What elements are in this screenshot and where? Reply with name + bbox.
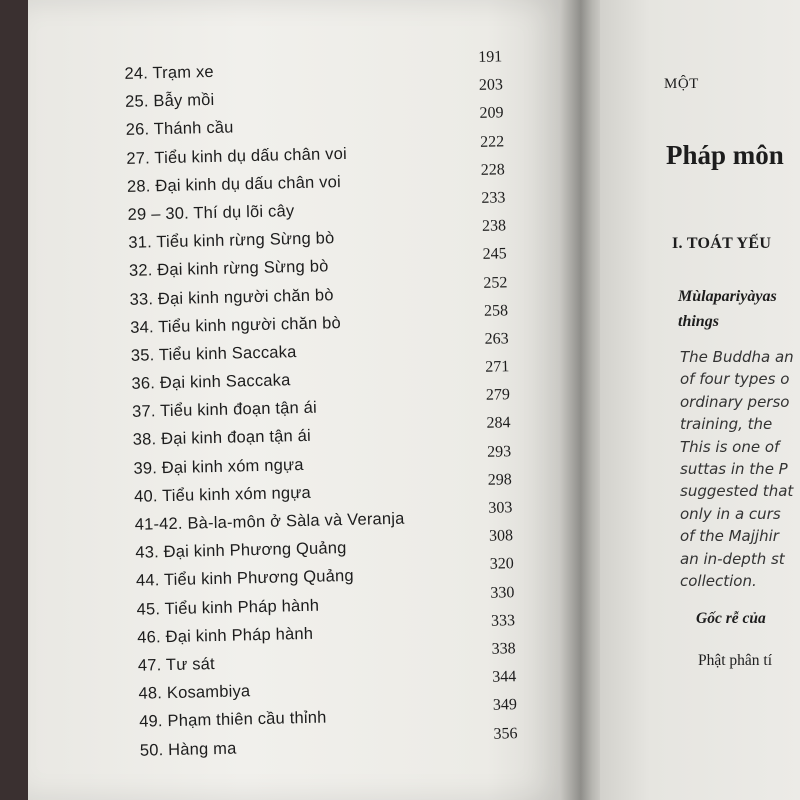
toc-entry-page: 245 — [482, 245, 507, 264]
subsection-heading: Gốc rễ của — [696, 610, 766, 627]
toc-entry-title: 43. Đại kinh Phương Quảng — [135, 539, 347, 562]
toc-entry-page: 238 — [481, 217, 507, 235]
toc-entry-page: 349 — [492, 696, 518, 715]
toc-entry-title: 29 – 30. Thí dụ lõi cây — [127, 202, 295, 224]
toc-entry-page: 303 — [488, 499, 513, 517]
toc-entry-title: 48. Kosambiya — [138, 682, 251, 703]
toc-entry-title: 49. Phạm thiên cầu thỉnh — [139, 708, 327, 732]
toc-entry-title: 24. Trạm xe — [124, 62, 215, 83]
toc-entry-title: 33. Đại kinh người chăn bò — [129, 285, 334, 309]
body-text: Phật phân tí — [698, 652, 773, 669]
summary-line: suttas in the P — [680, 459, 788, 478]
toc-entry-title: 46. Đại kinh Pháp hành — [137, 624, 314, 647]
summary-line: suggested that — [680, 482, 794, 501]
toc-entry-page: 263 — [484, 330, 509, 348]
summary-line: of four types o — [680, 370, 790, 389]
toc-entry-title: 28. Đại kinh dụ dấu chân voi — [126, 172, 342, 196]
toc-entry-page: 293 — [486, 442, 512, 461]
toc-entry-page: 298 — [487, 471, 512, 489]
toc-entry-page: 320 — [489, 555, 514, 574]
toc-entry-page: 330 — [490, 583, 515, 602]
toc-entry-title: 44. Tiểu kinh Phương Quảng — [135, 567, 355, 591]
toc-entry-page: 258 — [483, 301, 509, 320]
sutta-subtitle-line-1: Mùlapariyàyas — [678, 288, 777, 305]
toc-entry-page: 222 — [479, 132, 505, 151]
toc-entry-title: 39. Đại kinh xóm ngựa — [133, 455, 304, 478]
chapter-label: MỘT — [664, 76, 699, 92]
toc-entry-title: 50. Hàng ma — [139, 739, 237, 760]
summary-line: collection. — [680, 571, 757, 590]
toc-entry-title: 25. Bẫy mồi — [124, 91, 215, 112]
summary-line: an in-depth st — [680, 549, 785, 568]
toc-entry-page: 209 — [479, 104, 504, 123]
summary-line: This is one of — [680, 437, 780, 456]
toc-entry-title: 32. Đại kinh rừng Sừng bò — [128, 257, 329, 281]
toc-entry-page: 191 — [478, 48, 503, 66]
toc-entry-title: 26. Thánh cầu — [125, 118, 234, 140]
toc-entry-title: 41-42. Bà-la-môn ở Sàla và Veranja — [134, 509, 405, 534]
toc-entry-page: 203 — [478, 76, 504, 95]
toc-entry-title: 45. Tiểu kinh Pháp hành — [136, 596, 320, 619]
toc-entry-title: 34. Tiểu kinh người chăn bò — [130, 313, 342, 337]
table-of-contents — [120, 43, 546, 760]
toc-entry-title: 47. Tư sát — [137, 654, 216, 675]
toc-entry-page: 284 — [486, 414, 511, 433]
summary-line: training, the — [680, 415, 773, 434]
summary-line: ordinary perso — [680, 392, 790, 411]
toc-entry-page: 252 — [483, 273, 508, 292]
toc-entry-page: 338 — [491, 640, 516, 658]
toc-entry-title: 31. Tiểu kinh rừng Sừng bò — [128, 229, 335, 252]
chapter-title: Pháp môn — [666, 140, 784, 170]
toc-entry-title: 40. Tiểu kinh xóm ngựa — [133, 483, 312, 506]
toc-entry-page: 308 — [488, 527, 514, 545]
toc-entry-title: 38. Đại kinh đoạn tận ái — [132, 427, 312, 450]
toc-entry-title: 35. Tiểu kinh Saccaka — [130, 342, 297, 365]
toc-entry-page: 233 — [481, 189, 506, 207]
summary-line: of the Majjhir — [680, 527, 779, 546]
toc-entry-page: 333 — [490, 611, 516, 630]
summary-paragraph — [680, 346, 800, 592]
summary-line: only in a curs — [680, 504, 781, 523]
sutta-subtitle-line-2: things — [678, 313, 719, 330]
section-heading: I. TOÁT YẾU — [672, 235, 772, 252]
summary-line: The Buddha an — [680, 348, 794, 366]
toc-entry-page: 344 — [492, 668, 517, 686]
toc-entry-title: 37. Tiểu kinh đoạn tận ái — [131, 398, 318, 422]
toc-entry-title: 27. Tiểu kinh dụ dấu chân voi — [126, 144, 348, 168]
toc-entry-page: 279 — [485, 386, 511, 405]
toc-entry-title: 36. Đại kinh Saccaka — [131, 371, 291, 393]
toc-entry-page: 356 — [493, 724, 518, 743]
toc-entry-page: 271 — [485, 358, 510, 376]
toc-entry-page: 228 — [480, 161, 505, 179]
